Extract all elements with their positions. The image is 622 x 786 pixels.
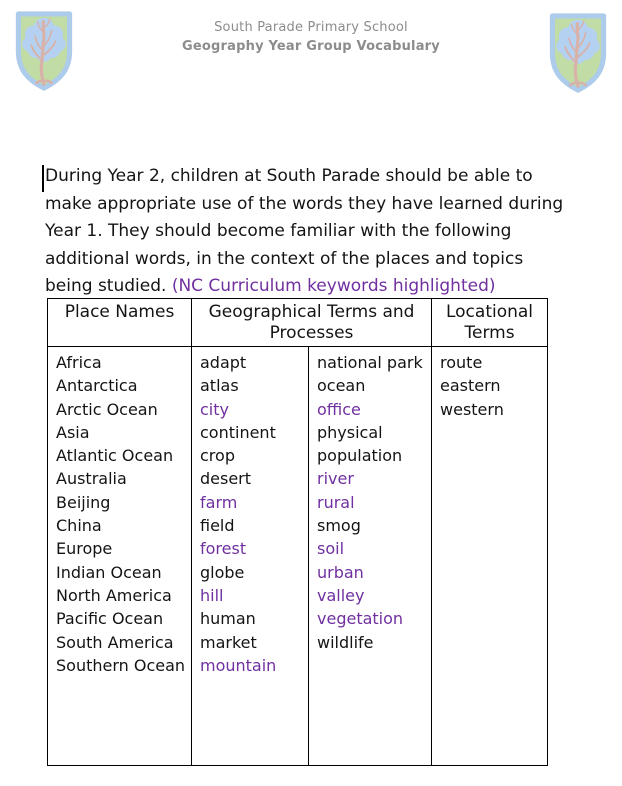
table-header-row bbox=[48, 299, 548, 347]
vocab-word: globe bbox=[200, 562, 245, 582]
vocab-word: human bbox=[200, 609, 256, 629]
header-locational-terms: Locational Terms bbox=[432, 299, 548, 347]
cell-locational[interactable] bbox=[432, 347, 548, 766]
vocab-word: wildlife bbox=[317, 632, 374, 652]
vocab-word: Southern Ocean bbox=[56, 655, 186, 675]
vocab-word: desert bbox=[200, 469, 252, 489]
intro-paragraph[interactable] bbox=[45, 163, 573, 301]
vocab-word: Australia bbox=[56, 469, 127, 489]
vocab-word: Beijing bbox=[56, 492, 111, 512]
vocab-word: crop bbox=[200, 446, 235, 466]
vocab-word: eastern bbox=[440, 376, 501, 396]
vocab-word: farm bbox=[200, 492, 238, 512]
vocab-word: market bbox=[200, 632, 257, 652]
vocab-word: South America bbox=[56, 632, 174, 652]
intro-text: During Year 2, children at South Parade should be able to make appropriate use of the words they have learned during Year 1. They should become familiar with the following additional words, in the context of the places and topics being studied. bbox=[45, 166, 564, 296]
vocab-word: hill bbox=[200, 585, 224, 605]
page-header bbox=[90, 20, 532, 54]
vocab-word: western bbox=[440, 399, 504, 419]
vocab-word: route bbox=[440, 353, 483, 372]
vocab-word: smog bbox=[317, 516, 361, 536]
vocab-word: soil bbox=[317, 539, 345, 559]
vocab-word: office bbox=[317, 399, 361, 419]
vocab-word: adapt bbox=[200, 353, 247, 372]
vocab-word: physical bbox=[317, 422, 383, 442]
vocab-word: city bbox=[200, 399, 229, 419]
vocab-word: ocean bbox=[317, 376, 366, 396]
vocab-word: Africa bbox=[56, 353, 102, 372]
school-crest-logo-right bbox=[546, 9, 610, 97]
school-crest-logo-left bbox=[12, 7, 76, 95]
vocab-word: Arctic Ocean bbox=[56, 399, 158, 419]
vocab-word: population bbox=[317, 446, 403, 466]
header-geographical-terms: Geographical Terms and Processes bbox=[192, 299, 432, 347]
vocab-word: river bbox=[317, 469, 354, 489]
cell-place-names[interactable] bbox=[48, 347, 192, 766]
vocab-word: urban bbox=[317, 562, 364, 582]
vocab-word: rural bbox=[317, 492, 355, 512]
shield-tree-icon bbox=[546, 9, 610, 97]
text-cursor-caret bbox=[42, 165, 44, 192]
vocab-word: Antarctica bbox=[56, 376, 138, 396]
table-body-row bbox=[48, 347, 548, 766]
vocab-word: Europe bbox=[56, 539, 113, 559]
vocab-word: Indian Ocean bbox=[56, 562, 162, 582]
vocab-word: national park bbox=[317, 353, 423, 372]
vocab-word: North America bbox=[56, 585, 172, 605]
vocab-word: Pacific Ocean bbox=[56, 609, 164, 629]
document-title: Geography Year Group Vocabulary bbox=[182, 39, 440, 54]
vocab-word: vegetation bbox=[317, 609, 404, 629]
vocab-word: valley bbox=[317, 585, 365, 605]
vocabulary-table[interactable] bbox=[47, 298, 548, 766]
header-place-names: Place Names bbox=[48, 299, 192, 347]
vocab-word: field bbox=[200, 516, 235, 536]
cell-geographical-a[interactable] bbox=[192, 347, 309, 766]
vocab-word: mountain bbox=[200, 655, 277, 675]
vocab-word: China bbox=[56, 516, 102, 536]
vocab-word: Asia bbox=[56, 422, 90, 442]
vocab-word: forest bbox=[200, 539, 247, 559]
intro-highlight-text: (NC Curriculum keywords highlighted) bbox=[171, 276, 496, 296]
vocab-word: atlas bbox=[200, 376, 239, 396]
vocab-word: Atlantic Ocean bbox=[56, 446, 174, 466]
school-name-title: South Parade Primary School bbox=[214, 20, 408, 35]
cell-geographical-b[interactable] bbox=[309, 347, 432, 766]
vocab-word: continent bbox=[200, 422, 276, 442]
shield-tree-icon bbox=[12, 7, 76, 95]
